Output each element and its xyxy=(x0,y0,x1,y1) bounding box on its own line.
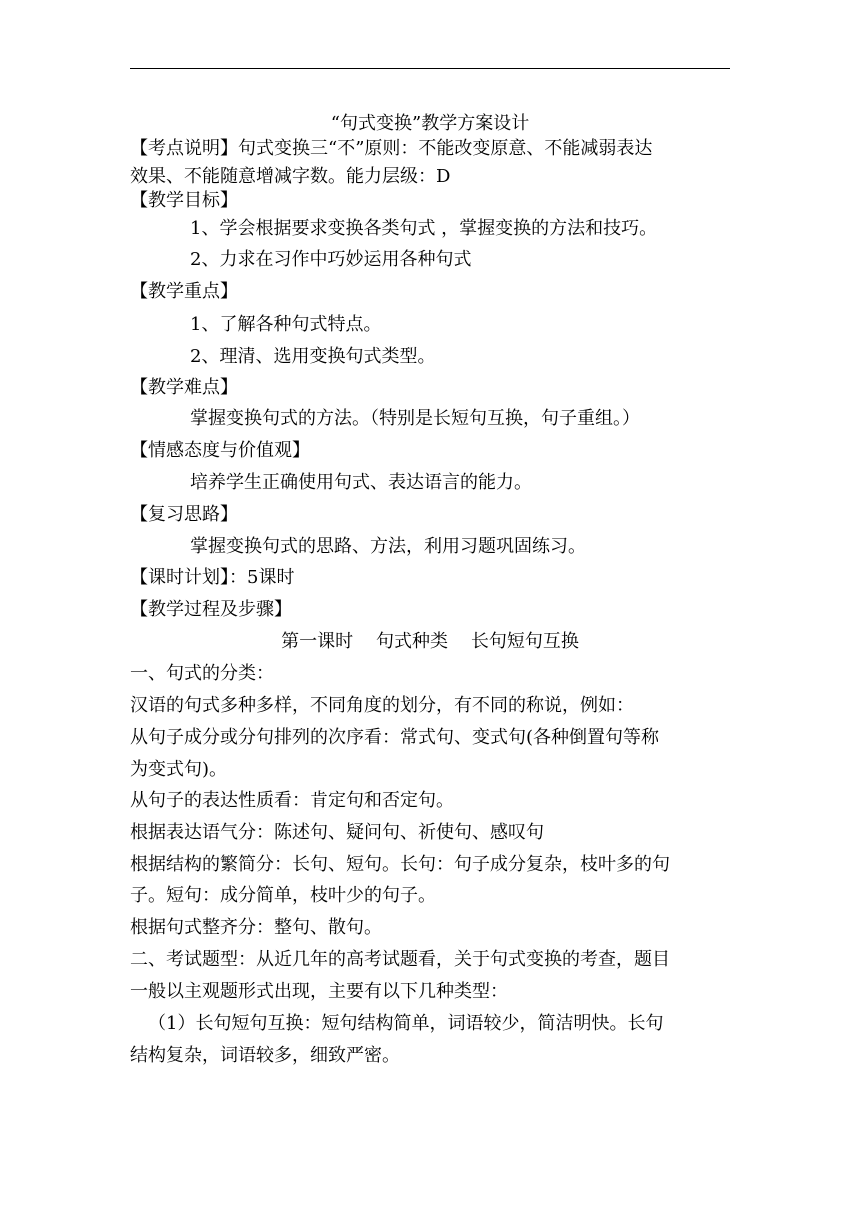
text-line: 根据结构的繁简分：长句、短句。长句：句子成分复杂，枝叶多的句 xyxy=(130,854,670,875)
text-line: 培养学生正确使用句式、表达语言的能力。 xyxy=(190,472,532,493)
text-line: 一、句式的分类： xyxy=(130,663,274,684)
text-line: 掌握变换句式的思路、方法，利用习题巩固练习。 xyxy=(190,536,586,557)
section-heading: 【教学重点】 xyxy=(130,281,238,302)
text-line: 二、考试题型：从近几年的高考试题看，关于句式变换的考查，题目 xyxy=(130,949,670,970)
text-line: 汉语的句式多种多样，不同角度的划分，有不同的称说，例如： xyxy=(130,695,634,716)
section-heading: 【教学难点】 xyxy=(130,377,238,398)
text-line: 从句子成分或分句排列的次序看：常式句、变式句(各种倒置句等称 xyxy=(130,727,660,748)
text-line: 根据句式整齐分：整句、散句。 xyxy=(130,917,382,938)
text-line: 【课时计划】：5课时 xyxy=(130,567,295,588)
text-line: 结构复杂，词语较多，细致严密。 xyxy=(130,1045,400,1066)
section-heading: 【情感态度与价值观】 xyxy=(130,440,310,461)
text-line: 1、学会根据要求变换各类句式 ，掌握变换的方法和技巧。 xyxy=(190,218,658,239)
section-heading: 【教学目标】 xyxy=(130,190,238,211)
text-line: 2、理清、选用变换句式类型。 xyxy=(190,346,436,367)
text-line: 一般以主观题形式出现，主要有以下几种类型： xyxy=(130,981,508,1002)
section-heading: 【复习思路】 xyxy=(130,504,238,525)
section-heading: 【教学过程及步骤】 xyxy=(130,599,292,620)
header-rule xyxy=(130,68,730,69)
text-line: 从句子的表达性质看：肯定句和否定句。 xyxy=(130,790,454,811)
text-line: 2、力求在习作中巧妙运用各种句式 xyxy=(190,249,472,270)
text-line: （1）长句短句互换：短句结构简单，词语较少，简洁明快。长句 xyxy=(148,1013,664,1034)
text-line: 根据表达语气分：陈述句、疑问句、祈使句、感叹句 xyxy=(130,822,544,843)
text-line: 1、了解各种句式特点。 xyxy=(190,314,382,335)
document-title: “句式变换”教学方案设计 xyxy=(330,113,530,134)
text-line: 效果、不能随意增减字数。能力层级：D xyxy=(130,166,451,187)
text-line: 【考点说明】句式变换三“不”原则：不能改变原意、不能减弱表达 xyxy=(130,138,653,159)
text-line: 掌握变换句式的方法。（特别是长短句互换，句子重组。） xyxy=(190,408,640,429)
text-line: 为变式句)。 xyxy=(130,759,228,780)
lesson-title: 第一课时 句式种类 长句短句互换 xyxy=(281,631,579,652)
text-line: 子。短句：成分简单，枝叶少的句子。 xyxy=(130,885,436,906)
